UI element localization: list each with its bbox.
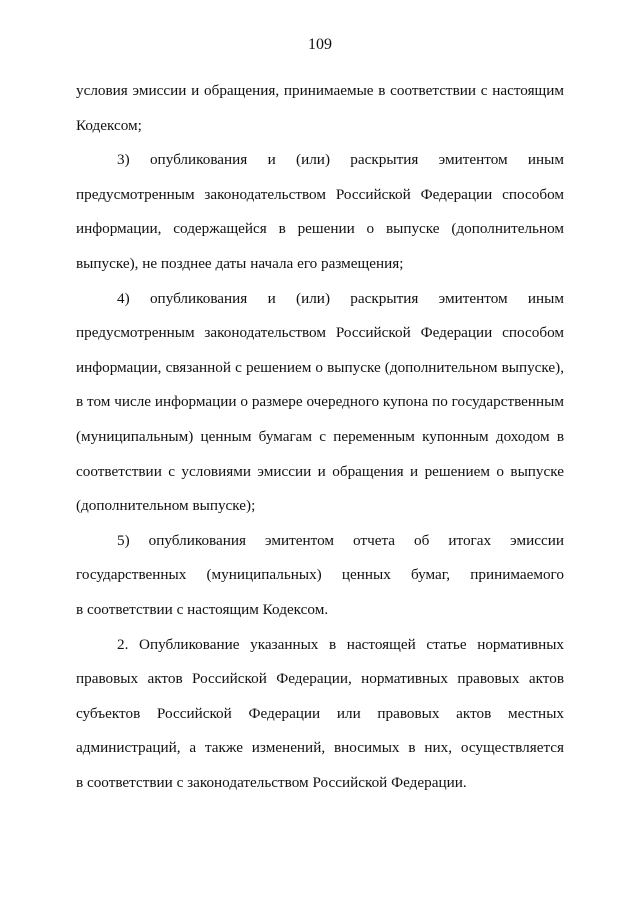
text-line: в соответствии с настоящим Кодексом. — [76, 600, 329, 618]
text-line: администраций, а также изменений, вносимых в них, осуществляется — [76, 739, 564, 757]
text-line: в том числе информации о размере очередного купона по государственным — [76, 393, 564, 411]
text-line: (дополнительном выпуске); — [76, 497, 256, 515]
text-line: соответствии с условиями эмиссии и обращения и решением о выпуске — [76, 462, 564, 480]
paragraph-section-2 — [76, 628, 564, 801]
text-line: государственных (муниципальных) ценных бумаг, принимаемого — [76, 566, 564, 584]
text-line: выпуске), не позднее даты начала его размещения; — [76, 254, 404, 272]
page-number: 109 — [308, 36, 332, 53]
text-line: 5) опубликования эмитентом отчета об итогах эмиссии — [117, 531, 564, 549]
text-line: 3) опубликования и (или) раскрытия эмитентом иным — [117, 151, 564, 169]
paragraph-item-3 — [76, 143, 564, 281]
paragraph-item-5 — [76, 524, 564, 628]
text-line: 2. Опубликование указанных в настоящей статье нормативных — [117, 635, 564, 653]
document-body — [76, 74, 564, 800]
paragraph-item-4 — [76, 282, 564, 524]
text-line: 4) опубликования и (или) раскрытия эмитентом иным — [117, 289, 564, 307]
text-line: в соответствии с законодательством Российской Федерации. — [76, 773, 467, 791]
text-line: условия эмиссии и обращения, принимаемые в соответствии с настоящим — [76, 82, 564, 99]
paragraph-1 — [76, 74, 564, 143]
text-line: предусмотренным законодательством Российской Федерации способом — [76, 185, 564, 203]
text-line: информации, содержащейся в решении о выпуске (дополнительном — [76, 220, 564, 238]
text-line: правовых актов Российской Федерации, нормативных правовых актов — [76, 670, 564, 688]
text-line: Кодексом; — [76, 116, 142, 134]
text-line: предусмотренным законодательством Российской Федерации способом — [76, 324, 564, 342]
text-line: субъектов Российской Федерации или правовых актов местных — [76, 704, 564, 722]
text-line: (муниципальным) ценным бумагам с переменным купонным доходом в — [76, 427, 564, 445]
text-line: информации, связанной с решением о выпуске (дополнительном выпуске), — [76, 358, 564, 376]
